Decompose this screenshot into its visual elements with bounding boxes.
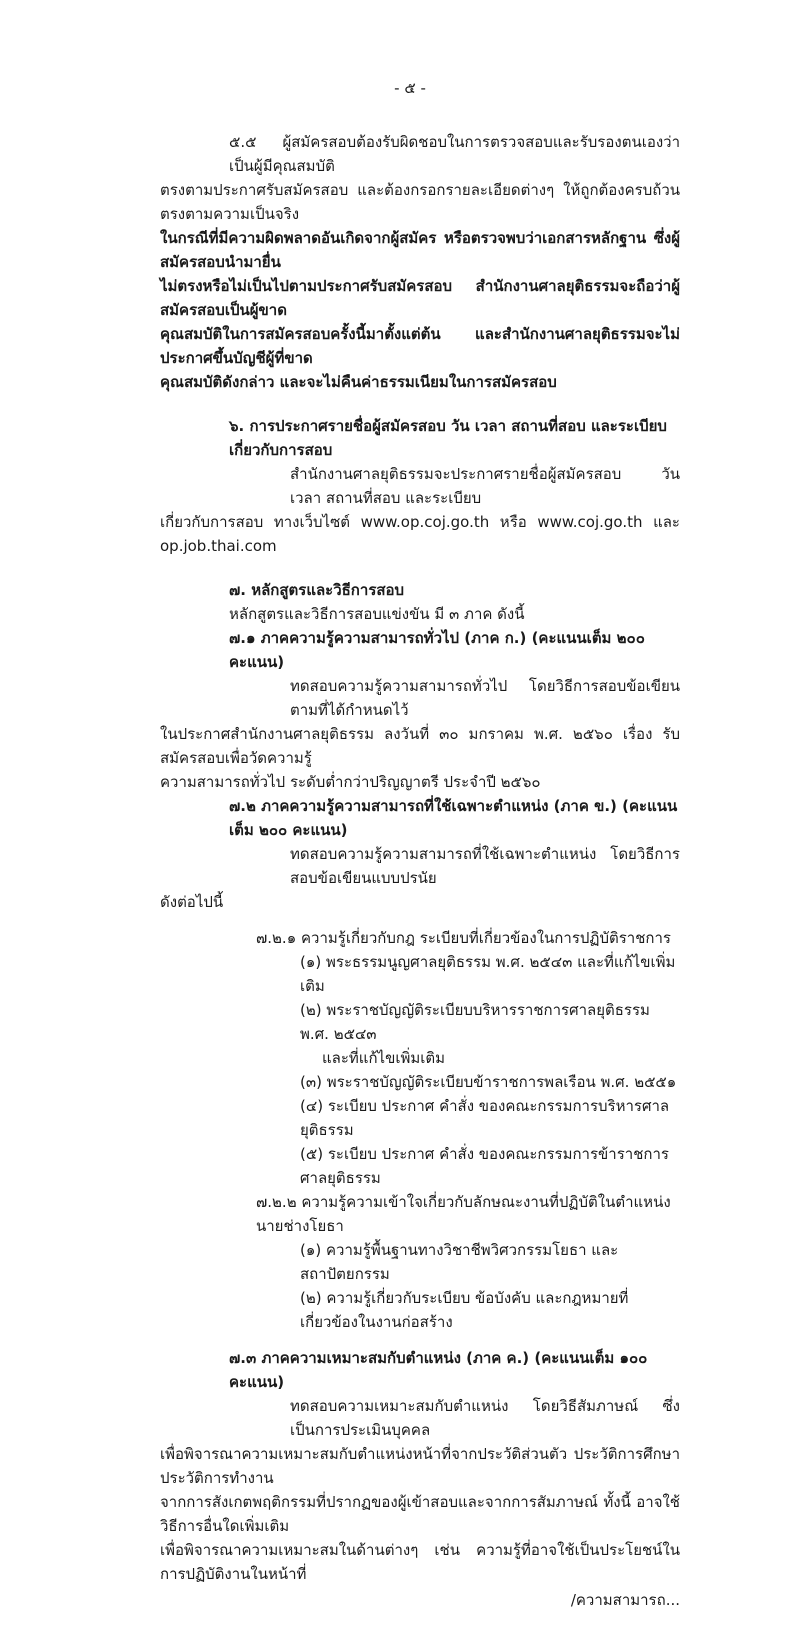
- subsection-heading: ๗.๑ ภาคความรู้ความสามารถทั่วไป (ภาค ก.) (คะแนนเต็ม ๒๐๐ คะแนน): [229, 629, 645, 671]
- subsection-heading: ๗.๒ ภาคความรู้ความสามารถที่ใช้เฉพาะตำแหน่ง (ภาค ข.) (คะแนนเต็ม ๒๐๐ คะแนน): [229, 797, 678, 839]
- paragraph-line: ในกรณีที่มีความผิดพลาดอันเกิดจากผู้สมัคร หรือตรวจพบว่าเอกสารหลักฐาน ซึ่งผู้สมัครสอบนำมายื่น: [160, 229, 680, 271]
- continuation-marker: /ความสามารถ...: [570, 1591, 680, 1609]
- paragraph-line: จากการสังเกตพฤติกรรมที่ปรากฏของผู้เข้าสอบและจากการสัมภาษณ์ ทั้งนี้ อาจใช้วิธีการอื่นใดเพิ่มเติม: [160, 1493, 680, 1535]
- paragraph-line: คุณสมบัติในการสมัครสอบครั้งนี้มาตั้งแต่ต้น และสำนักงานศาลยุติธรรมจะไม่ประกาศขึ้นบัญชีผู้ที่ขาด: [160, 325, 680, 367]
- section-heading: ๖. การประกาศรายชื่อผู้สมัครสอบ วัน เวลา สถานที่สอบ และระเบียบเกี่ยวกับการสอบ: [229, 417, 667, 459]
- list-item: (๑) พระธรรมนูญศาลยุติธรรม พ.ศ. ๒๕๔๓ และที่แก้ไขเพิ่มเติม: [300, 953, 676, 995]
- paragraph-line: ทดสอบความรู้ความสามารถที่ใช้เฉพาะตำแหน่ง โดยวิธีการสอบข้อเขียนแบบปรนัย: [290, 845, 680, 887]
- list-item: (๑) ความรู้พื้นฐานทางวิชาชีพวิศวกรรมโยธา และสถาปัตยกรรม: [300, 1241, 619, 1283]
- paragraph-line: สำนักงานศาลยุติธรรมจะประกาศรายชื่อผู้สมัครสอบ วัน เวลา สถานที่สอบ และระเบียบ: [290, 465, 680, 507]
- paragraph-line: ๕.๕ ผู้สมัครสอบต้องรับผิดชอบในการตรวจสอบและรับรองตนเองว่า เป็นผู้มีคุณสมบัติ: [229, 133, 680, 175]
- section-5-5: [160, 130, 680, 394]
- paragraph-line: ดังต่อไปนี้: [160, 893, 224, 911]
- paragraph-line: ความสามารถทั่วไป ระดับต่ำกว่าปริญญาตรี ประจำปี ๒๕๖๐: [160, 773, 541, 791]
- list-item: (๓) พระราชบัญญัติระเบียบข้าราชการพลเรือน พ.ศ. ๒๕๕๑: [300, 1073, 677, 1091]
- paragraph-line: ไม่ตรงหรือไม่เป็นไปตามประกาศรับสมัครสอบ สำนักงานศาลยุติธรรมจะถือว่าผู้สมัครสอบเป็นผู้ขาด: [160, 277, 680, 319]
- paragraph-line: คุณสมบัติดังกล่าว และจะไม่คืนค่าธรรมเนียมในการสมัครสอบ: [160, 373, 557, 391]
- section-heading: ๗. หลักสูตรและวิธีการสอบ: [229, 581, 405, 599]
- list-item: (๕) ระเบียบ ประกาศ คำสั่ง ของคณะกรรมการข้าราชการศาลยุติธรรม: [300, 1145, 669, 1187]
- section-6: [160, 414, 680, 558]
- subsection-heading: ๗.๓ ภาคความเหมาะสมกับตำแหน่ง (ภาค ค.) (คะแนนเต็ม ๑๐๐ คะแนน): [229, 1349, 648, 1391]
- paragraph-line: ทดสอบความเหมาะสมกับตำแหน่ง โดยวิธีสัมภาษณ์ ซึ่งเป็นการประเมินบุคคล: [290, 1397, 680, 1439]
- list-item: (๔) ระเบียบ ประกาศ คำสั่ง ของคณะกรรมการบริหารศาลยุติธรรม: [300, 1097, 670, 1139]
- list-item: (๒) ความรู้เกี่ยวกับระเบียบ ข้อบังคับ และกฎหมายที่เกี่ยวข้องในงานก่อสร้าง: [300, 1289, 629, 1331]
- paragraph-line: เกี่ยวกับการสอบ ทางเว็บไซต์ www.op.coj.go.th หรือ www.coj.go.th และ op.job.thai.com: [160, 513, 680, 555]
- page-number: - ๕ -: [394, 79, 426, 97]
- sub-subsection-heading: ๗.๒.๒ ความรู้ความเข้าใจเกี่ยวกับลักษณะงานที่ปฏิบัติในตำแหน่งนายช่างโยธา: [256, 1193, 671, 1235]
- paragraph-line: เพื่อพิจารณาความเหมาะสมกับตำแหน่งหน้าที่จากประวัติส่วนตัว ประวัติการศึกษา ประวัติการทำงาน: [160, 1445, 680, 1487]
- paragraph-line: เพื่อพิจารณาความเหมาะสมในด้านต่างๆ เช่น ความรู้ที่อาจใช้เป็นประโยชน์ในการปฏิบัติงานในหน้าที่: [160, 1541, 680, 1583]
- paragraph-line: ตรงตามประกาศรับสมัครสอบ และต้องกรอกรายละเอียดต่างๆ ให้ถูกต้องครบถ้วนตรงตามความเป็นจริง: [160, 181, 680, 223]
- paragraph-line: ทดสอบความรู้ความสามารถทั่วไป โดยวิธีการสอบข้อเขียน ตามที่ได้กำหนดไว้: [290, 677, 680, 719]
- list-item: และที่แก้ไขเพิ่มเติม: [322, 1049, 446, 1067]
- paragraph-line: หลักสูตรและวิธีการสอบแข่งขัน มี ๓ ภาค ดังนี้: [229, 605, 525, 623]
- list-item: (๒) พระราชบัญญัติระเบียบบริหารราชการศาลยุติธรรม พ.ศ. ๒๕๔๓: [300, 1001, 650, 1043]
- section-7: [160, 578, 680, 1586]
- sub-subsection-heading: ๗.๒.๑ ความรู้เกี่ยวกับกฎ ระเบียบที่เกี่ยวข้องในการปฏิบัติราชการ: [256, 929, 671, 947]
- paragraph-line: ในประกาศสำนักงานศาลยุติธรรม ลงวันที่ ๓๐ มกราคม พ.ศ. ๒๕๖๐ เรื่อง รับสมัครสอบเพื่อวัดความรู้: [160, 725, 680, 767]
